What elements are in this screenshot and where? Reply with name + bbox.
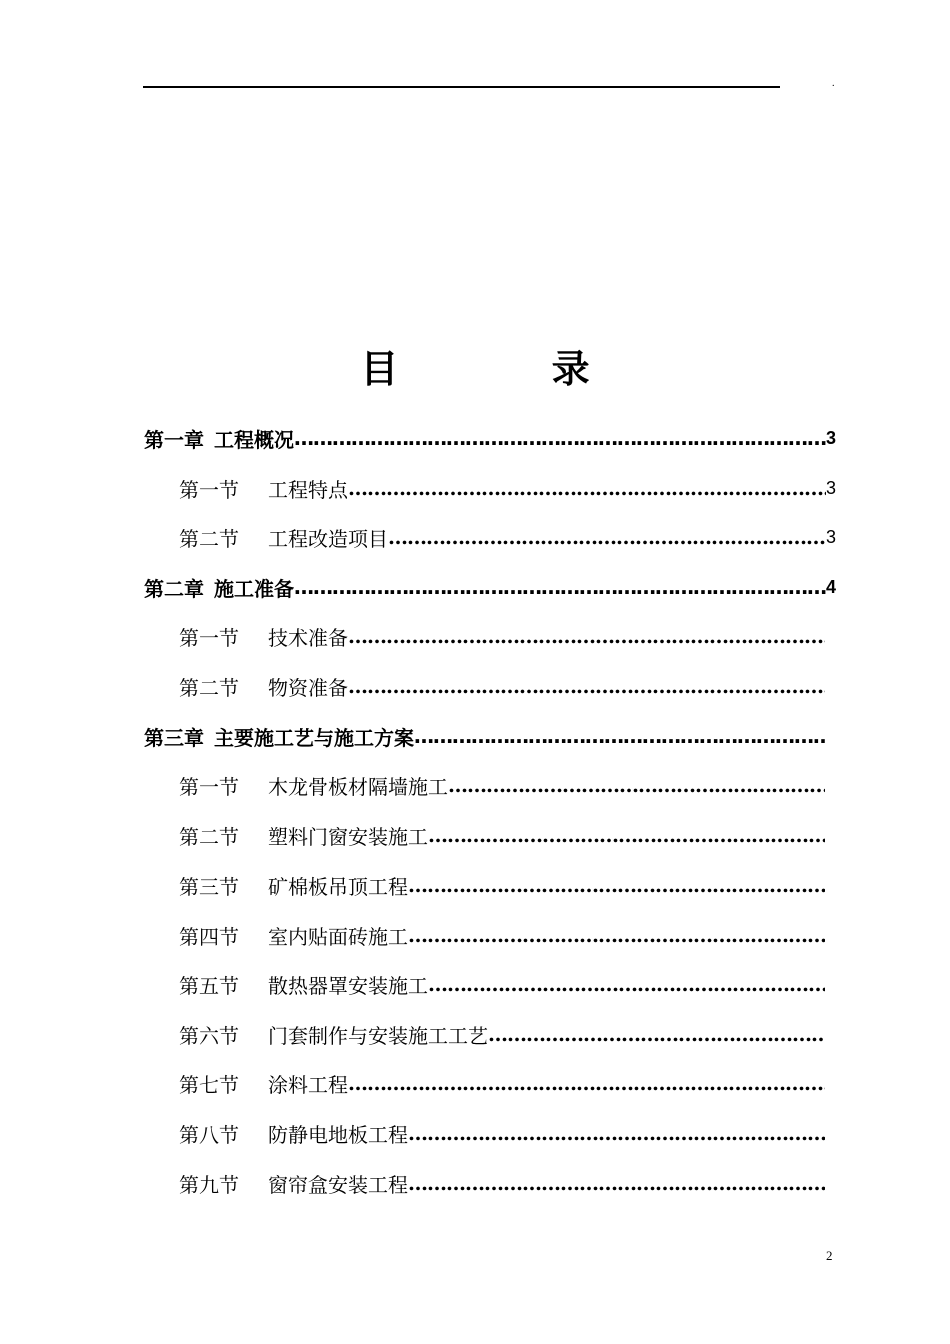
toc-entry-page: 3	[825, 427, 836, 448]
dot-leader	[408, 1118, 825, 1148]
toc-title: 目 录	[360, 347, 660, 391]
toc-entry-title: 工程改造项目	[268, 526, 388, 551]
toc-entry-section[interactable]	[179, 522, 836, 552]
toc-entry-title: 防静电地板工程	[268, 1122, 408, 1147]
toc-entry-number: 第六节	[179, 1023, 239, 1048]
dot-leader	[348, 1068, 825, 1098]
toc-entry-section[interactable]	[179, 1019, 825, 1049]
toc-entry-number: 第七节	[179, 1072, 239, 1097]
toc-entry-number: 第三章	[144, 725, 204, 750]
toc-entry-section[interactable]	[179, 969, 825, 999]
header-rule	[143, 86, 780, 88]
dot-leader	[388, 522, 826, 552]
toc-entry-title: 散热器罩安装施工	[268, 973, 428, 998]
toc-entry-title: 塑料门窗安装施工	[268, 824, 428, 849]
toc-entry-number: 第二节	[179, 526, 239, 551]
toc-entry-title: 室内贴面砖施工	[268, 924, 408, 949]
page-number: 2	[826, 1248, 833, 1263]
toc-entry-number: 第四节	[179, 924, 239, 949]
dot-leader	[348, 473, 826, 503]
toc-entry-title: 技术准备	[268, 625, 348, 650]
toc-entry-title: 主要施工艺与施工方案	[214, 725, 414, 750]
dot-leader	[294, 423, 826, 453]
toc-entry-title: 木龙骨板材隔墙施工	[268, 774, 448, 799]
toc-entry-section[interactable]	[179, 770, 825, 800]
header-mark: .	[832, 78, 835, 89]
dot-leader	[294, 572, 826, 602]
toc-entry-title: 窗帘盒安装工程	[268, 1172, 408, 1197]
dot-leader	[488, 1019, 825, 1049]
toc-entry-title: 矿棉板吊顶工程	[268, 874, 408, 899]
toc-entry-number: 第二节	[179, 675, 239, 700]
toc-entry-section[interactable]	[179, 671, 825, 701]
toc-entry-chapter-1[interactable]	[144, 423, 836, 453]
toc-entry-title: 工程概况	[214, 427, 294, 452]
dot-leader	[428, 969, 825, 999]
toc-entry-number: 第一章	[144, 427, 204, 452]
dot-leader	[428, 820, 825, 850]
toc-entry-chapter-2[interactable]	[144, 572, 836, 602]
toc-entry-number: 第九节	[179, 1172, 239, 1197]
toc-entry-page: 4	[825, 576, 836, 597]
toc-entry-title: 施工准备	[214, 576, 294, 601]
toc-entry-title: 物资准备	[268, 675, 348, 700]
dot-leader	[348, 671, 825, 701]
dot-leader	[348, 621, 825, 651]
dot-leader	[408, 920, 825, 950]
toc-entry-number: 第一节	[179, 625, 239, 650]
dot-leader	[408, 870, 825, 900]
toc-entry-number: 第二节	[179, 824, 239, 849]
toc-entry-title: 工程特点	[268, 477, 348, 502]
toc-entry-section[interactable]	[179, 1168, 825, 1198]
toc-entry-chapter-3[interactable]	[144, 721, 825, 751]
toc-entry-number: 第二章	[144, 576, 204, 601]
toc-entry-title: 涂料工程	[268, 1072, 348, 1097]
toc-entry-number: 第一节	[179, 477, 239, 502]
toc-entry-title: 门套制作与安装施工工艺	[268, 1023, 488, 1048]
toc-entry-page: 3	[825, 477, 836, 498]
toc-entry-section[interactable]	[179, 621, 825, 651]
toc-entry-section[interactable]	[179, 1118, 825, 1148]
toc-entry-number: 第八节	[179, 1122, 239, 1147]
toc-entry-section[interactable]	[179, 820, 825, 850]
toc-entry-page: 3	[825, 526, 836, 547]
dot-leader	[414, 721, 825, 751]
toc-entry-section[interactable]	[179, 870, 825, 900]
dot-leader	[448, 770, 825, 800]
toc-entry-section[interactable]	[179, 920, 825, 950]
dot-leader	[408, 1168, 825, 1198]
toc-entry-section[interactable]	[179, 473, 836, 503]
toc-entry-section[interactable]	[179, 1068, 825, 1098]
toc-entry-number: 第五节	[179, 973, 239, 998]
toc-entry-number: 第一节	[179, 774, 239, 799]
toc-entry-number: 第三节	[179, 874, 239, 899]
